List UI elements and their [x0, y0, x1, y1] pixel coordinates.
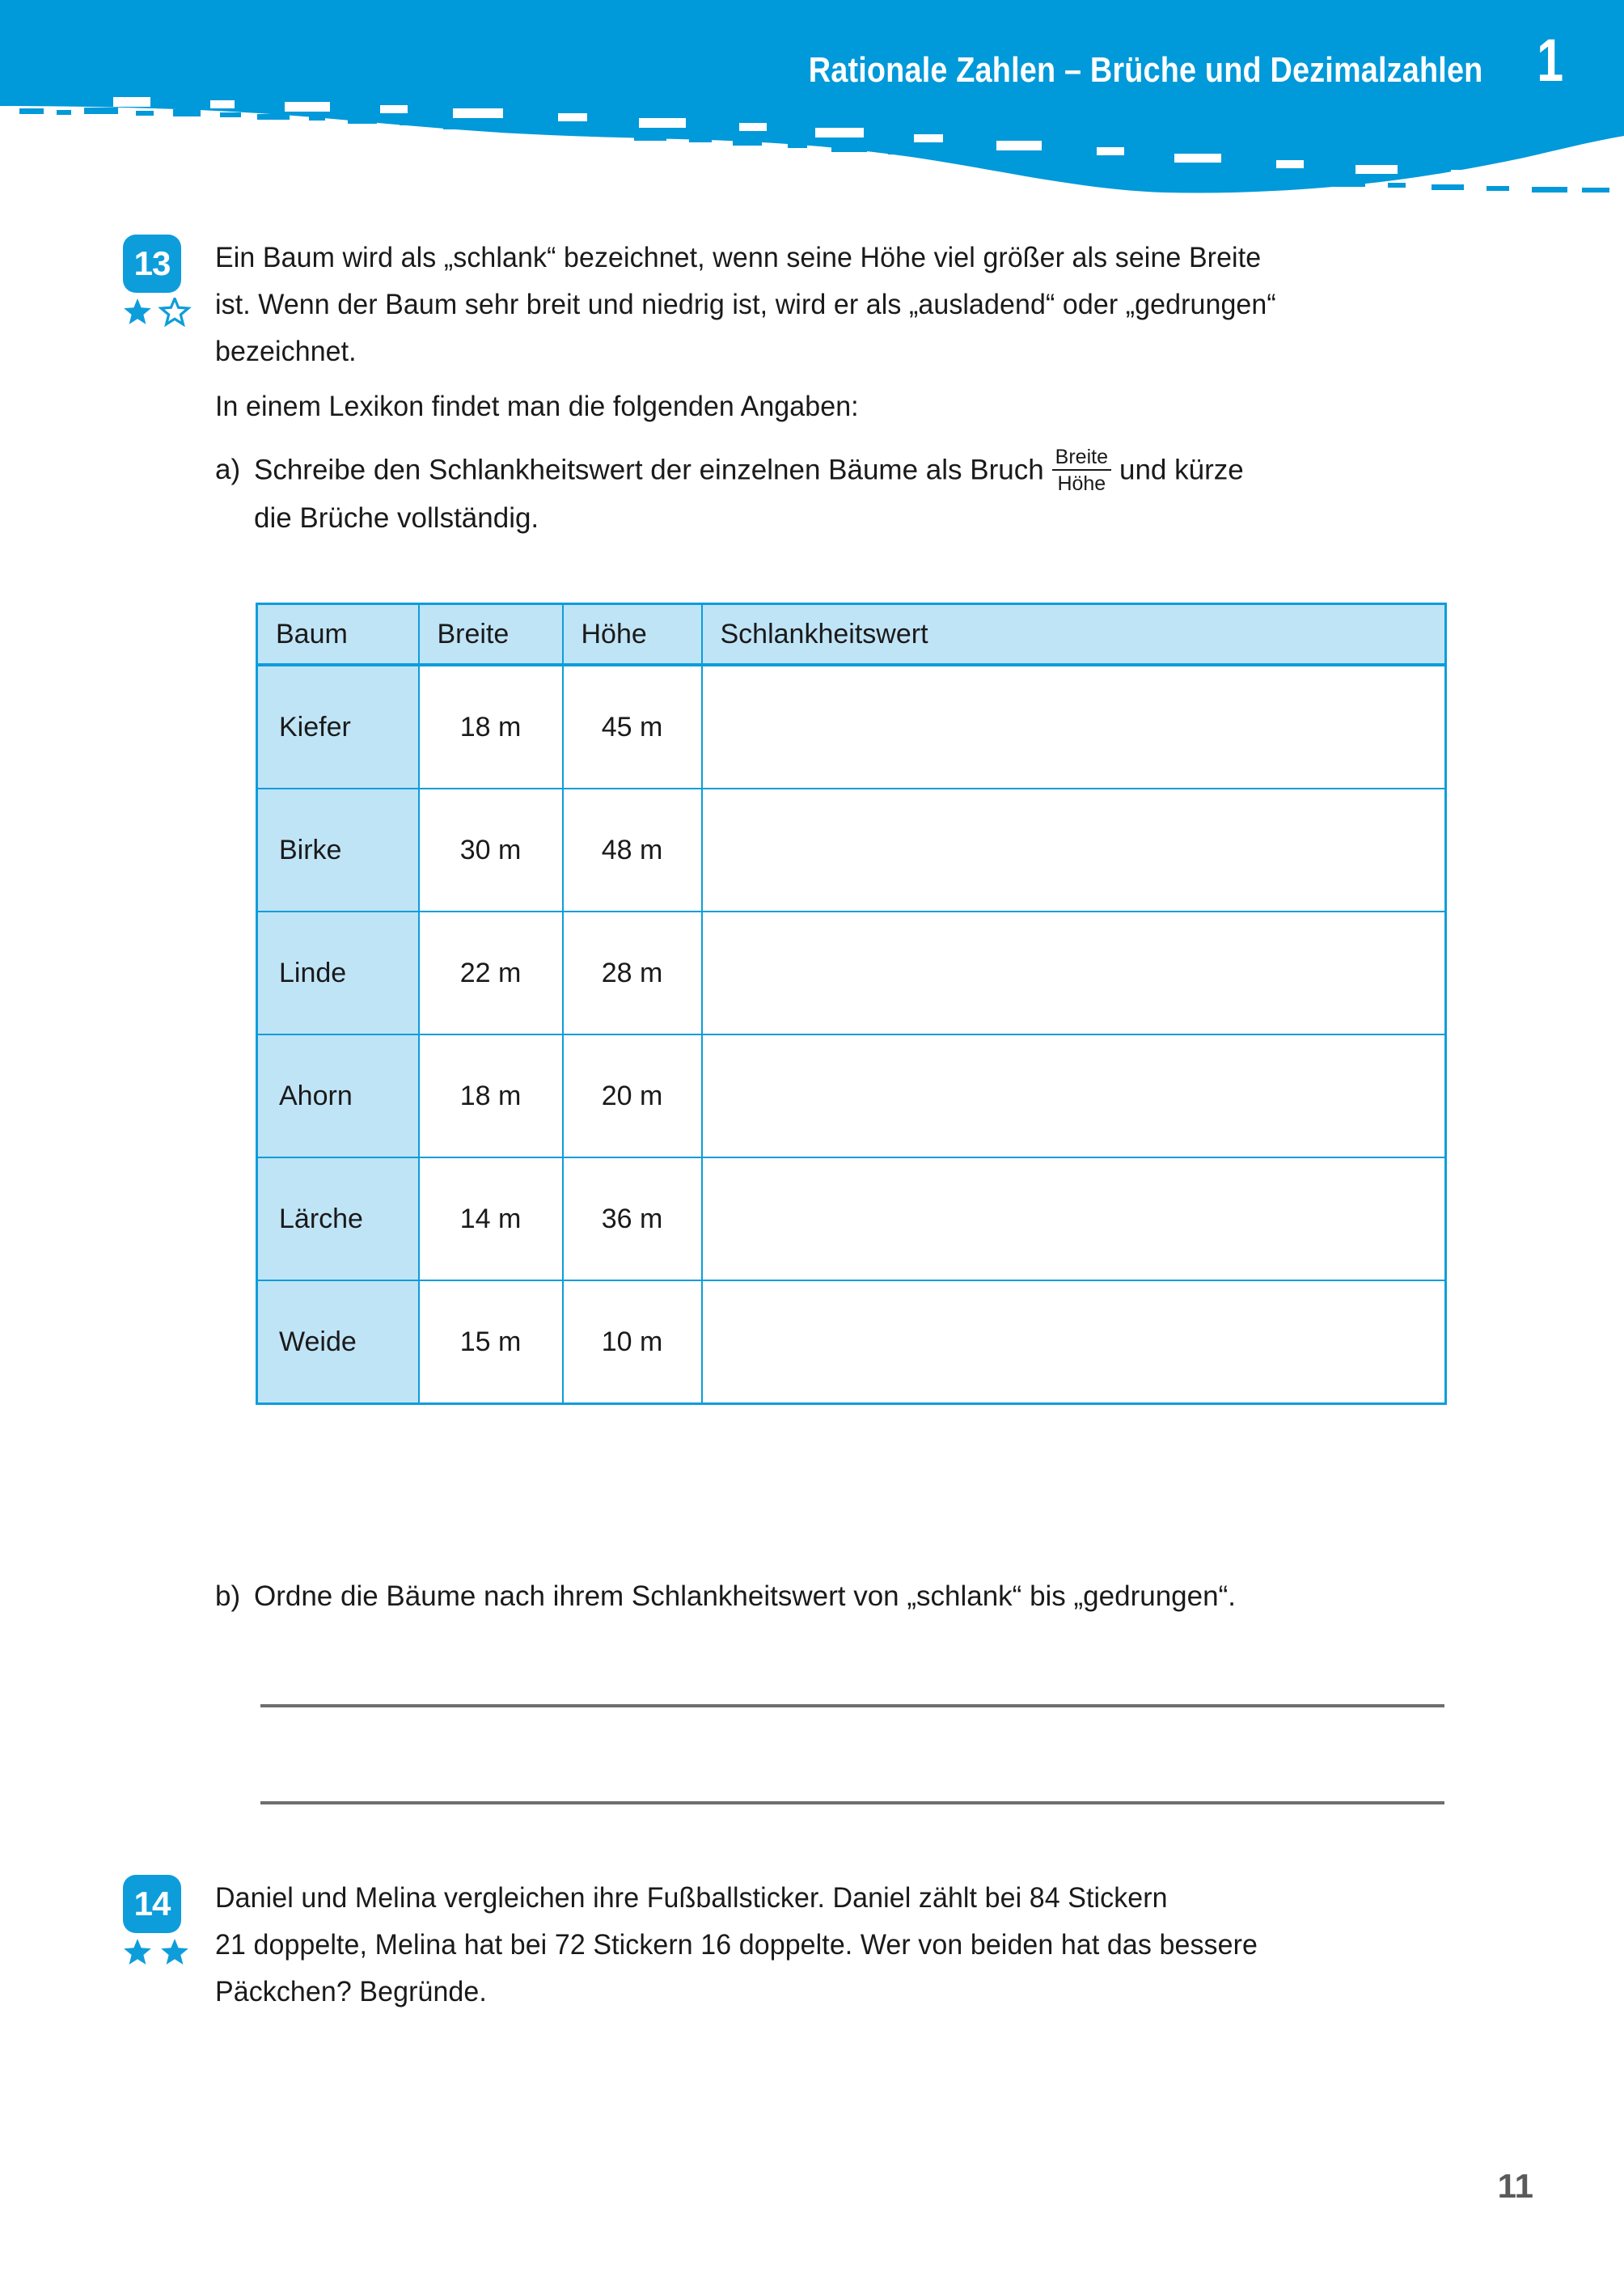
- intro-line-1: Ein Baum wird als „schlank“ bezeichnet, wenn seine Höhe viel größer als seine Breite: [215, 242, 1262, 273]
- page-number: 11: [1497, 2167, 1533, 2205]
- answer-line-1[interactable]: [260, 1704, 1444, 1707]
- difficulty-stars-14: [123, 1938, 192, 1967]
- cell-schlankheitswert-answer[interactable]: [702, 1280, 1446, 1404]
- exercise-number-badge-14: 14: [123, 1875, 181, 1933]
- part-a-marker: a): [215, 454, 241, 485]
- intro-line-3: bezeichnet.: [215, 336, 357, 367]
- cell-hoehe: 28 m: [563, 912, 702, 1034]
- cell-schlankheitswert-answer[interactable]: [702, 665, 1446, 789]
- part-a: [215, 446, 1453, 542]
- chapter-number: 1: [1537, 27, 1563, 94]
- column-header-schlankheitswert: Schlankheitswert: [702, 604, 1446, 666]
- table-row: [257, 789, 1446, 912]
- table-header-row: [257, 604, 1446, 666]
- part-b-marker: b): [215, 1580, 241, 1612]
- exercise-14-line-1: Daniel und Melina vergleichen ihre Fußballsticker. Daniel zählt bei 84 Stickern: [215, 1882, 1168, 1914]
- schlankheitswert-table-wrap: [256, 603, 1444, 1405]
- cell-baum: Lärche: [257, 1157, 419, 1280]
- fraction-bar: [1052, 469, 1111, 471]
- header-brush-band: [0, 0, 1624, 202]
- table-row: [257, 1280, 1446, 1404]
- cell-breite: 15 m: [419, 1280, 563, 1404]
- cell-baum: Weide: [257, 1280, 419, 1404]
- cell-schlankheitswert-answer[interactable]: [702, 789, 1446, 912]
- exercise-number-badge-13: 13: [123, 235, 181, 293]
- cell-schlankheitswert-answer[interactable]: [702, 1157, 1446, 1280]
- exercise-14-badge-group: [123, 1875, 212, 1967]
- star-outline-icon: [161, 298, 188, 324]
- part-a-line-2: die Brüche vollständig.: [254, 501, 539, 534]
- part-b-body: [215, 1573, 1453, 1620]
- difficulty-stars-13: [123, 298, 192, 327]
- cell-baum: Ahorn: [257, 1034, 419, 1157]
- table-row: [257, 1157, 1446, 1280]
- column-header-breite: Breite: [419, 604, 563, 666]
- fraction-numerator: Breite: [1055, 446, 1108, 468]
- cell-breite: 18 m: [419, 1034, 563, 1157]
- exercise-14-body: [215, 1875, 1453, 2016]
- cell-hoehe: 45 m: [563, 665, 702, 789]
- star-filled-icon: [124, 1939, 151, 1965]
- cell-hoehe: 36 m: [563, 1157, 702, 1280]
- cell-schlankheitswert-answer[interactable]: [702, 1034, 1446, 1157]
- answer-line-2[interactable]: [260, 1801, 1444, 1804]
- table-row: [257, 912, 1446, 1034]
- cell-breite: 14 m: [419, 1157, 563, 1280]
- cell-schlankheitswert-answer[interactable]: [702, 912, 1446, 1034]
- cell-breite: 22 m: [419, 912, 563, 1034]
- star-filled-icon: [124, 298, 151, 324]
- part-b: [215, 1573, 1453, 1620]
- intro-line-2: ist. Wenn der Baum sehr breit und niedrig ist, wird er als „ausladend“ oder „gedrungen“: [215, 289, 1276, 320]
- exercise-13-badge-group: [123, 235, 212, 327]
- cell-hoehe: 20 m: [563, 1034, 702, 1157]
- exercise-14-line-3: Päckchen? Begründe.: [215, 1976, 487, 2007]
- table-row: [257, 665, 1446, 789]
- cell-breite: 18 m: [419, 665, 563, 789]
- cell-breite: 30 m: [419, 789, 563, 912]
- star-filled-icon: [161, 1939, 188, 1965]
- page-title: Rationale Zahlen – Brüche und Dezimalzahlen: [808, 50, 1482, 90]
- page-header: [0, 0, 1624, 202]
- cell-baum: Birke: [257, 789, 419, 912]
- cell-hoehe: 10 m: [563, 1280, 702, 1404]
- fraction-denominator: Höhe: [1057, 472, 1106, 496]
- schlankheitswert-table: [256, 603, 1447, 1405]
- part-a-text-before: Schreibe den Schlankheitswert der einzelnen Bäume als Bruch: [254, 454, 1044, 486]
- cell-baum: Linde: [257, 912, 419, 1034]
- exercise-14-line-2: 21 doppelte, Melina hat bei 72 Stickern 16 doppelte. Wer von beiden hat das bessere: [215, 1929, 1258, 1961]
- cell-hoehe: 48 m: [563, 789, 702, 912]
- part-a-text-after: und kürze: [1119, 454, 1244, 486]
- exercise-13-body: [215, 235, 1453, 542]
- column-header-hoehe: Höhe: [563, 604, 702, 666]
- cell-baum: Kiefer: [257, 665, 419, 789]
- intro-line-4: In einem Lexikon findet man die folgenden Angaben:: [215, 391, 859, 422]
- column-header-baum: Baum: [257, 604, 419, 666]
- fraction-breite-hoehe: [1052, 446, 1111, 495]
- table-row: [257, 1034, 1446, 1157]
- part-b-text: Ordne die Bäume nach ihrem Schlankheitswert von „schlank“ bis „gedrungen“.: [254, 1580, 1236, 1612]
